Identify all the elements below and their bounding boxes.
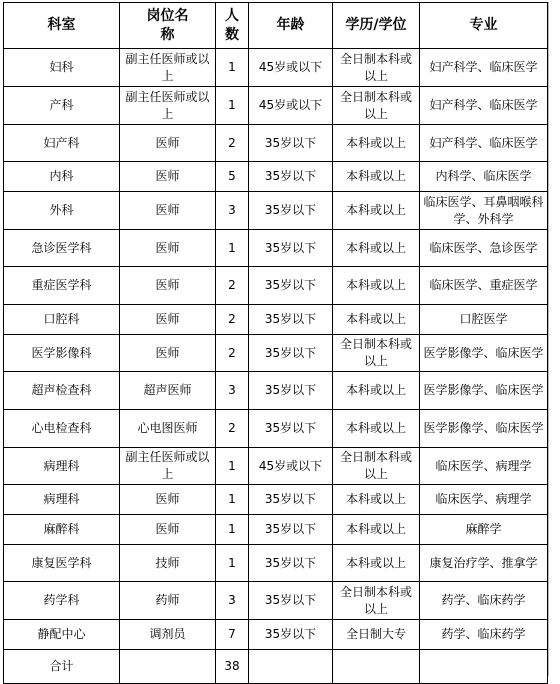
cell-num: 3 (216, 582, 249, 620)
cell-major: 临床医学、病理学 (420, 448, 548, 485)
cell-edu: 全日制本科或以上 (333, 582, 420, 620)
table-row (4, 125, 548, 162)
cell-edu: 本科或以上 (333, 267, 420, 305)
cell-edu: 本科或以上 (333, 485, 420, 515)
cell-dept: 静配中心 (4, 620, 120, 650)
recruitment-table (3, 2, 548, 684)
cell-edu: 本科或以上 (333, 192, 420, 230)
table-row (4, 305, 548, 335)
cell-edu: 全日制本科或以上 (333, 448, 420, 485)
cell-dept: 病理科 (4, 448, 120, 485)
cell-edu: 本科或以上 (333, 305, 420, 335)
header-num: 人数 (216, 3, 249, 49)
total-empty-age (249, 650, 333, 684)
cell-dept: 心电检查科 (4, 410, 120, 448)
header-edu: 学历/学位 (333, 3, 420, 49)
cell-age: 35岁以下 (249, 230, 333, 267)
header-major: 专业 (420, 3, 548, 49)
cell-num: 2 (216, 305, 249, 335)
header-row (4, 3, 548, 49)
cell-age: 35岁以下 (249, 545, 333, 582)
cell-dept: 产科 (4, 87, 120, 125)
cell-edu: 全日制大专 (333, 620, 420, 650)
table-row (4, 192, 548, 230)
cell-num: 3 (216, 372, 249, 410)
cell-post: 技师 (120, 545, 216, 582)
total-count: 38 (216, 650, 249, 684)
cell-age: 35岁以下 (249, 162, 333, 192)
cell-num: 1 (216, 49, 249, 87)
cell-dept: 外科 (4, 192, 120, 230)
cell-post: 药师 (120, 582, 216, 620)
cell-major: 医学影像学、临床医学 (420, 410, 548, 448)
cell-age: 35岁以下 (249, 582, 333, 620)
cell-post: 超声医师 (120, 372, 216, 410)
total-label: 合计 (4, 650, 120, 684)
cell-major: 医学影像学、临床医学 (420, 335, 548, 372)
cell-major: 康复治疗学、推拿学 (420, 545, 548, 582)
cell-dept: 超声检查科 (4, 372, 120, 410)
cell-edu: 本科或以上 (333, 515, 420, 545)
cell-dept: 内科 (4, 162, 120, 192)
table-row (4, 410, 548, 448)
cell-num: 1 (216, 545, 249, 582)
cell-age: 35岁以下 (249, 267, 333, 305)
cell-edu: 全日制本科或以上 (333, 87, 420, 125)
table-row (4, 545, 548, 582)
cell-post: 副主任医师或以上 (120, 448, 216, 485)
cell-age: 45岁或以下 (249, 49, 333, 87)
cell-post: 调剂员 (120, 620, 216, 650)
cell-edu: 全日制本科或以上 (333, 49, 420, 87)
cell-dept: 急诊医学科 (4, 230, 120, 267)
cell-major: 临床医学、病理学 (420, 485, 548, 515)
cell-post: 医师 (120, 485, 216, 515)
table-row (4, 448, 548, 485)
cell-age: 35岁以下 (249, 372, 333, 410)
cell-num: 1 (216, 87, 249, 125)
cell-num: 1 (216, 230, 249, 267)
cell-edu: 本科或以上 (333, 230, 420, 267)
cell-dept: 口腔科 (4, 305, 120, 335)
cell-post: 医师 (120, 230, 216, 267)
table-row (4, 335, 548, 372)
cell-post: 医师 (120, 192, 216, 230)
cell-dept: 麻醉科 (4, 515, 120, 545)
table-row (4, 230, 548, 267)
cell-dept: 妇科 (4, 49, 120, 87)
table-row (4, 49, 548, 87)
cell-edu: 本科或以上 (333, 162, 420, 192)
cell-major: 内科学、临床医学 (420, 162, 548, 192)
cell-age: 35岁以下 (249, 125, 333, 162)
header-dept: 科室 (4, 3, 120, 49)
cell-post: 心电图医师 (120, 410, 216, 448)
cell-major: 临床医学、重症医学 (420, 267, 548, 305)
table-row (4, 515, 548, 545)
table-row (4, 485, 548, 515)
cell-age: 35岁以下 (249, 485, 333, 515)
cell-post: 医师 (120, 335, 216, 372)
cell-major: 临床医学、急诊医学 (420, 230, 548, 267)
cell-num: 1 (216, 485, 249, 515)
total-empty-post (120, 650, 216, 684)
table-row (4, 87, 548, 125)
cell-num: 7 (216, 620, 249, 650)
cell-major: 妇产科学、临床医学 (420, 49, 548, 87)
cell-major: 药学、临床药学 (420, 582, 548, 620)
cell-num: 5 (216, 162, 249, 192)
cell-num: 2 (216, 335, 249, 372)
cell-major: 妇产科学、临床医学 (420, 125, 548, 162)
cell-age: 35岁以下 (249, 410, 333, 448)
cell-num: 3 (216, 192, 249, 230)
cell-post: 医师 (120, 125, 216, 162)
cell-major: 妇产科学、临床医学 (420, 87, 548, 125)
header-age: 年龄 (249, 3, 333, 49)
table-row (4, 582, 548, 620)
cell-dept: 康复医学科 (4, 545, 120, 582)
cell-dept: 妇产科 (4, 125, 120, 162)
cell-major: 麻醉学 (420, 515, 548, 545)
cell-num: 1 (216, 515, 249, 545)
cell-dept: 重症医学科 (4, 267, 120, 305)
cell-age: 35岁以下 (249, 515, 333, 545)
cell-age: 35岁以下 (249, 192, 333, 230)
cell-post: 副主任医师或以上 (120, 87, 216, 125)
total-empty-major (420, 650, 548, 684)
cell-major: 口腔医学 (420, 305, 548, 335)
cell-age: 45岁或以下 (249, 448, 333, 485)
cell-dept: 药学科 (4, 582, 120, 620)
cell-edu: 全日制本科或以上 (333, 335, 420, 372)
cell-dept: 医学影像科 (4, 335, 120, 372)
cell-num: 2 (216, 410, 249, 448)
total-row (4, 650, 548, 684)
cell-age: 35岁以下 (249, 305, 333, 335)
cell-major: 药学、临床药学 (420, 620, 548, 650)
cell-dept: 病理科 (4, 485, 120, 515)
cell-num: 2 (216, 267, 249, 305)
cell-post: 医师 (120, 267, 216, 305)
table-row (4, 267, 548, 305)
cell-major: 医学影像学、临床医学 (420, 372, 548, 410)
cell-num: 1 (216, 448, 249, 485)
cell-age: 45岁或以下 (249, 87, 333, 125)
cell-major: 临床医学、耳鼻咽喉科学、外科学 (420, 192, 548, 230)
cell-post: 医师 (120, 162, 216, 192)
cell-edu: 本科或以上 (333, 125, 420, 162)
cell-age: 35岁以下 (249, 335, 333, 372)
cell-edu: 本科或以上 (333, 372, 420, 410)
cell-post: 医师 (120, 305, 216, 335)
header-post: 岗位名称 (120, 3, 216, 49)
table-row (4, 620, 548, 650)
cell-num: 2 (216, 125, 249, 162)
cell-edu: 本科或以上 (333, 545, 420, 582)
cell-edu: 本科或以上 (333, 410, 420, 448)
cell-post: 副主任医师或以上 (120, 49, 216, 87)
cell-age: 35岁以下 (249, 620, 333, 650)
table-row (4, 372, 548, 410)
cell-post: 医师 (120, 515, 216, 545)
page-edge-line (548, 2, 549, 676)
total-empty-edu (333, 650, 420, 684)
table-row (4, 162, 548, 192)
